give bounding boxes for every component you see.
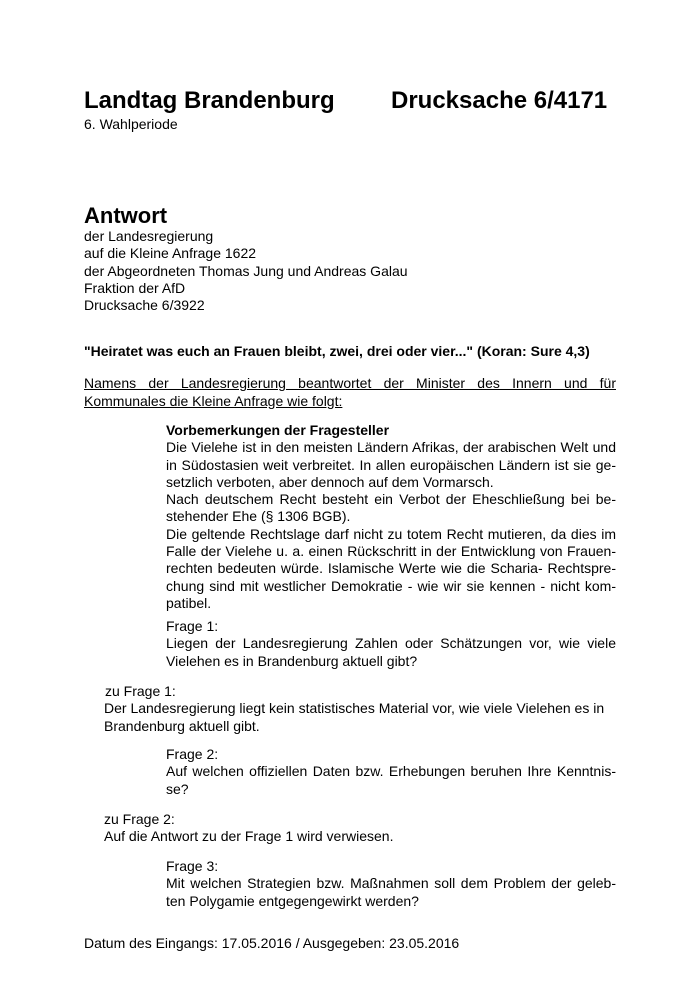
question-label: Frage 2:: [166, 746, 219, 762]
paragraph-line: Nach deutschem Recht besteht ein Verbot der Eheschließung bei be-: [166, 491, 616, 508]
paragraph-line: rechten bedeuten würde. Islamische Werte wie die Scharia- Rechtspre-: [166, 560, 616, 577]
paragraph-line: Falle der Vielehe u. a. einen Rückschritt in der Entwicklung von Frauen-: [166, 543, 616, 560]
quote-title: "Heiratet was euch an Frauen bleibt, zwei, drei oder vier..." (Koran: Sure 4,3): [84, 343, 590, 359]
preliminary-remarks: [166, 422, 616, 612]
preliminary-heading: Vorbemerkungen der Fragesteller: [166, 422, 390, 438]
answer-label: zu Frage 1:: [105, 683, 176, 699]
question-3: [166, 858, 616, 910]
paragraph-line: stehender Ehe (§ 1306 BGB).: [166, 508, 351, 525]
question-line: Vielehen es in Brandenburg aktuell gibt?: [166, 652, 418, 669]
question-1: [166, 618, 616, 670]
meta-line: der Landesregierung: [84, 228, 214, 244]
question-line: Auf welchen offiziellen Daten bzw. Erhebungen beruhen Ihre Kenntnis-: [166, 763, 616, 780]
answer-line: Der Landesregierung liegt kein statistisches Material vor, wie viele Vielehen es in: [104, 700, 605, 717]
meta-line: der Abgeordneten Thomas Jung und Andreas Galau: [84, 262, 408, 279]
footer-dates: Datum des Eingangs: 17.05.2016 / Ausgegeben: 23.05.2016: [84, 935, 460, 951]
meta-line: Drucksache 6/3922: [84, 297, 205, 314]
answer-2: [104, 811, 616, 846]
paragraph-line: in Südostasien weit verbreitet. In allen europäischen Ländern ist sie ge-: [166, 456, 616, 473]
meta-line: Fraktion der AfD: [84, 279, 186, 296]
document-number: Drucksache 6/4171: [391, 87, 608, 114]
question-2: [166, 746, 616, 798]
question-label: Frage 1:: [166, 618, 219, 634]
legislative-period: 6. Wahlperiode: [84, 116, 178, 132]
answer-meta: [84, 228, 408, 314]
paragraph-line: setzlich verboten, aber dennoch auf dem Vormarsch.: [166, 473, 494, 490]
paragraph-line: chung sind mit westlicher Demokratie - wie wir sie kennen - nicht kom-: [166, 577, 616, 594]
answer-1: [104, 683, 616, 735]
paragraph-line: Die geltende Rechtslage darf nicht zu totem Recht mutieren, da dies im: [166, 525, 616, 542]
question-line: se?: [166, 780, 189, 797]
question-label: Frage 3:: [166, 858, 219, 874]
parliament-title: Landtag Brandenburg: [84, 87, 335, 114]
intro-statement: Namens der Landesregierung beantwortet der Minister des Innern und für Kommunales die Kleine Anfrage wie folgt:: [84, 375, 616, 409]
question-line: Mit welchen Strategien bzw. Maßnahmen soll dem Problem der geleb-: [166, 875, 616, 892]
answer-line: Auf die Antwort zu der Frage 1 wird verwiesen.: [104, 828, 394, 845]
answer-label: zu Frage 2:: [104, 811, 175, 827]
answer-heading: Antwort: [84, 203, 168, 228]
answer-line: Brandenburg aktuell gibt.: [104, 717, 260, 734]
question-line: ten Polygamie entgegengewirkt werden?: [166, 892, 419, 909]
meta-line: auf die Kleine Anfrage 1622: [84, 245, 257, 262]
paragraph-line: Die Vielehe ist in den meisten Ländern Afrikas, der arabischen Welt und: [166, 439, 616, 456]
paragraph-line: patibel.: [166, 594, 212, 611]
question-line: Liegen der Landesregierung Zahlen oder Schätzungen vor, wie viele: [166, 635, 616, 652]
